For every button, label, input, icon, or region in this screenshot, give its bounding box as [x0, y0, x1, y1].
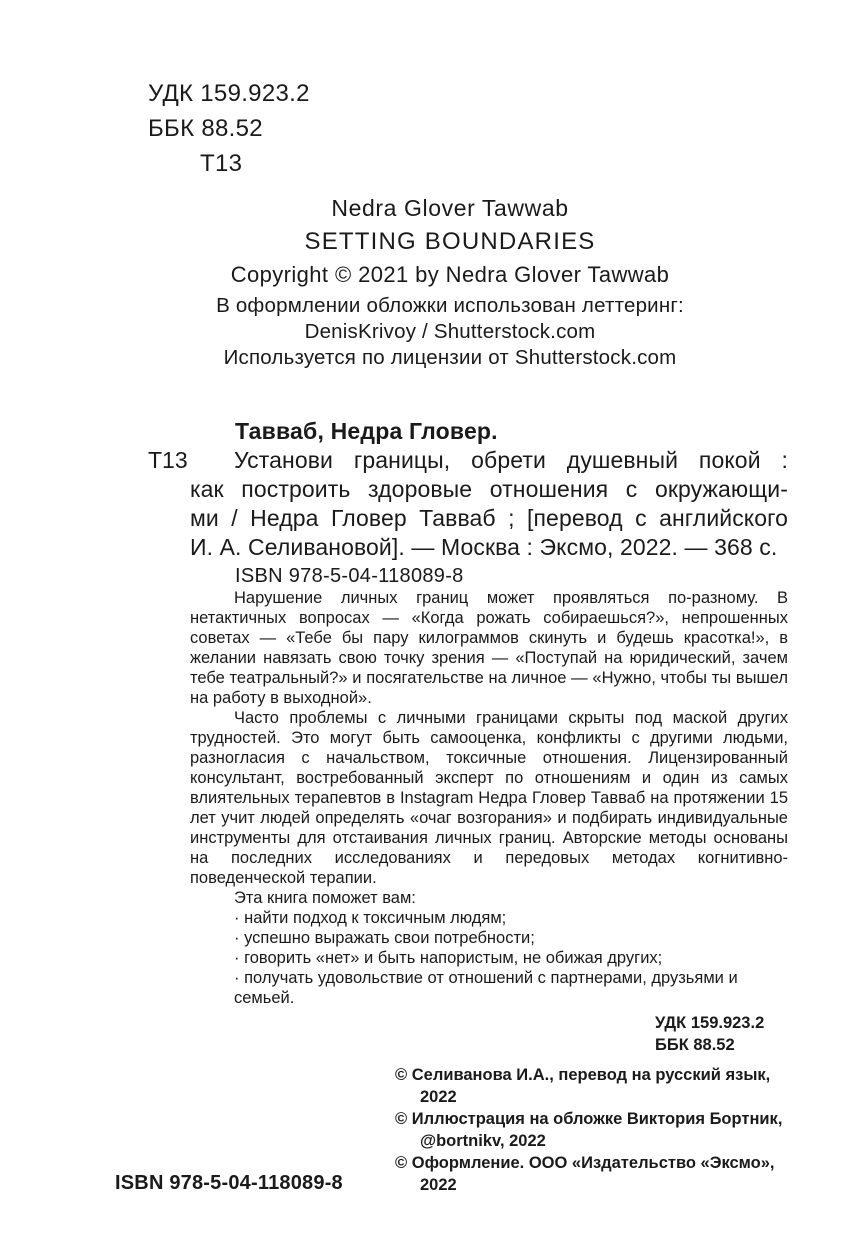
record-description: [190, 446, 788, 562]
annotation-list-intro: Эта книга поможет вам:: [234, 889, 416, 907]
record-isbn: ISBN 978-5-04-118089-8: [235, 565, 464, 587]
record-author-heading: Тавваб, Недра Гловер.: [235, 418, 498, 444]
lettering-line: В оформлении обложки использован леттеринг:: [216, 294, 684, 317]
original-title: SETTING BOUNDARIES: [304, 228, 596, 255]
copyright-entry: © Селиванова И.А., перевод на русский язык, 2022: [395, 1066, 771, 1106]
record-description-line: как построить здоровые отношения с окружающи-: [190, 476, 788, 502]
copyright-notices: [395, 1064, 797, 1196]
annotation-paragraph-1: Нарушение личных границ может проявляться по-разному. В нетактичных вопросах — «Когда рожать собираешься?», непрошенных советах — «Тебе бы пару килограммов скинуть и будешь красотка!», в желании навязать свою точку зрения — «Поступай на юридический, зачем тебе театральный?» и посягательстве на личное — «Нужно, чтобы ты вышел на работу в выходной».: [190, 589, 788, 707]
udk-code-bottom: УДК 159.923.2: [655, 1014, 765, 1032]
record-author-sign: Т13: [148, 447, 188, 473]
annotation-bullet: · получать удовольствие от отношений с партнерами, друзьями и семьей.: [234, 969, 738, 1007]
record-description-line: И. А. Селивановой]. — Москва : Эксмо, 2022. — 368 с.: [190, 534, 778, 560]
bbk-code-bottom: ББК 88.52: [655, 1036, 735, 1054]
annotation-paragraph-2: Часто проблемы с личными границами скрыты под маской других трудностей. Это могут быть самооценка, конфликты с другими людьми, разногласия с начальством, токсичные отношения. Лицензированный консультант, востребованный эксперт по отношениям и один из самых влиятельных терапевтов в Instagram Недра Гловер Тавваб на протяжении 15 лет учит людей определять «очаг возгорания» и подбирать индивидуальные инструменты для отстаивания личных границ. Авторские методы основаны на последних исследованиях и передовых методах когнитивно-поведенческой терапии.: [190, 709, 788, 887]
copyright-entry: © Оформление. ООО «Издательство «Эксмо», 2022: [395, 1154, 775, 1194]
record-description-line: Установи границы, обрети душевный покой :: [234, 447, 788, 473]
annotation-bullet: · успешно выражать свои потребности;: [234, 929, 535, 947]
record-description-line: ми / Недра Гловер Тавваб ; [перевод с английского: [190, 505, 788, 531]
annotation: [190, 588, 788, 1008]
original-author: Nedra Glover Tawwab: [331, 195, 569, 221]
classification-top: [148, 76, 845, 181]
annotation-bullet: · найти подход к токсичным людям;: [234, 909, 507, 927]
lettering-line: DenisKrivoy / Shutterstock.com: [304, 320, 596, 343]
author-sign-top: Т13: [200, 150, 243, 177]
original-edition-block: [140, 192, 760, 291]
copyright-entry: © Иллюстрация на обложке Виктория Бортник, @bortnikv, 2022: [395, 1110, 783, 1150]
lettering-credit: [140, 293, 760, 371]
udk-code-top: УДК 159.923.2: [148, 80, 310, 107]
annotation-bullet: · говорить «нет» и быть напористым, не обижая других;: [234, 949, 663, 967]
lettering-line: Используется по лицензии от Shutterstock.com: [223, 346, 677, 369]
original-copyright: Copyright © 2021 by Nedra Glover Tawwab: [230, 262, 670, 287]
isbn-bottom: ISBN 978-5-04-118089-8: [115, 1172, 343, 1194]
classification-bottom: [655, 1012, 845, 1056]
bbk-code-top: ББК 88.52: [148, 115, 263, 142]
catalog-record: [148, 417, 788, 588]
bottom-row: [0, 1064, 845, 1196]
